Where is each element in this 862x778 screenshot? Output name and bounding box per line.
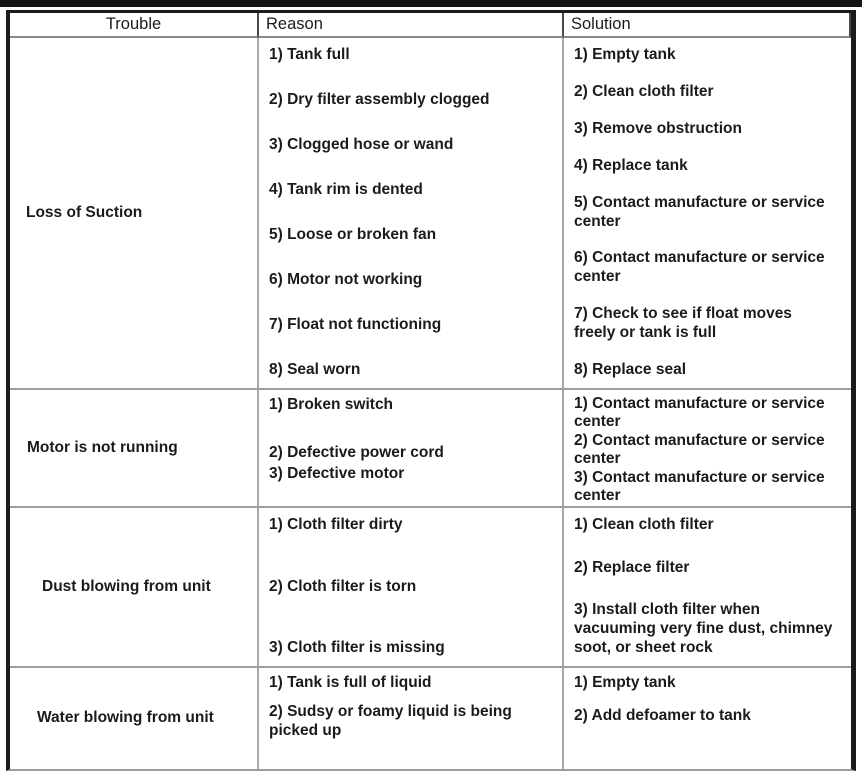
list-item: 3) Clogged hose or wand	[269, 136, 454, 153]
list-item: 1) Tank is full of liquid	[269, 674, 432, 691]
list-item: 1) Clean cloth filter	[574, 516, 714, 533]
list-item: 2) Cloth filter is torn	[269, 577, 417, 595]
list-item: 2) Contact manufacture or service center	[574, 432, 825, 467]
list-item: 1) Cloth filter dirty	[269, 516, 403, 533]
solution-list	[564, 390, 851, 508]
list-item: 7) Float not functioning	[269, 316, 442, 333]
reason-list	[259, 38, 564, 390]
header-cell-reason: Reason	[259, 13, 564, 38]
solution-list	[564, 668, 851, 769]
list-item: 3) Remove obstruction	[574, 119, 742, 137]
list-item: 2) Clean cloth filter	[574, 82, 714, 100]
solution-list	[564, 508, 851, 668]
list-item: 2) Replace filter	[574, 558, 690, 576]
list-item: 3) Defective motor	[269, 464, 405, 482]
list-item: 3) Contact manufacture or service center	[574, 469, 825, 504]
list-item: 7) Check to see if float moves freely or tank is full	[574, 305, 792, 342]
list-item: 1) Broken switch	[269, 396, 394, 413]
list-item: 3) Install cloth filter when vacuuming very fine dust, chimney soot, or sheet rock	[574, 601, 833, 657]
list-item: 2) Sudsy or foamy liquid is being picked up	[269, 702, 512, 739]
trouble-cell: Loss of Suction	[10, 38, 259, 390]
list-item: 2) Add defoamer to tank	[574, 706, 751, 724]
trouble-cell: Motor is not running	[10, 390, 259, 508]
list-item: 6) Contact manufacture or service center	[574, 249, 825, 286]
header-cell-solution: Solution	[564, 13, 851, 38]
list-item: 8) Seal worn	[269, 361, 361, 378]
list-item: 5) Contact manufacture or service center	[574, 193, 825, 230]
list-item: 5) Loose or broken fan	[269, 226, 437, 243]
list-item: 6) Motor not working	[269, 271, 423, 288]
list-item: 1) Contact manufacture or service center	[574, 395, 825, 430]
trouble-cell: Water blowing from unit	[10, 668, 259, 769]
solution-list	[564, 38, 851, 390]
list-item: 8) Replace seal	[574, 361, 687, 379]
list-item: 2) Defective power cord	[269, 443, 444, 461]
list-item: 4) Tank rim is dented	[269, 181, 423, 198]
reason-list	[259, 668, 564, 769]
list-item: 2) Dry filter assembly clogged	[269, 91, 490, 108]
list-item: 1) Tank full	[269, 46, 350, 63]
list-item: 1) Empty tank	[574, 674, 676, 691]
list-item: 1) Empty tank	[574, 46, 676, 63]
header-cell-trouble: Trouble	[10, 13, 259, 38]
reason-list	[259, 390, 564, 508]
list-item: 3) Cloth filter is missing	[269, 639, 445, 657]
troubleshooting-table	[6, 10, 856, 771]
trouble-cell: Dust blowing from unit	[10, 508, 259, 668]
list-item: 4) Replace tank	[574, 156, 688, 174]
reason-list	[259, 508, 564, 668]
top-rule	[0, 0, 862, 7]
